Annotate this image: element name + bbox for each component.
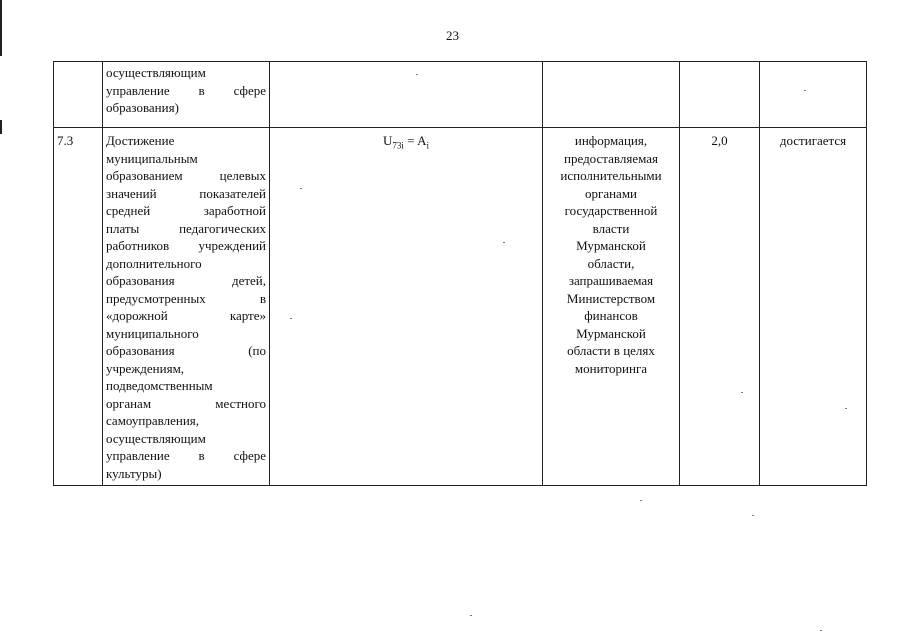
name-line: культуры) — [106, 465, 162, 481]
name-line: управление в сфере — [106, 82, 266, 98]
name-line: «дорожной карте» — [106, 308, 266, 323]
page-number: 23 — [446, 28, 459, 43]
formula-operator: = — [407, 133, 415, 148]
name-line: управление в сфере — [106, 448, 266, 463]
name-line: осуществляющим — [106, 65, 206, 80]
source-line: области, — [587, 255, 635, 271]
scan-edge-mark-top — [0, 0, 2, 56]
name-line: образования) — [106, 100, 179, 115]
scan-speck — [752, 515, 754, 516]
name-line: работников учреждений — [106, 238, 266, 253]
cell-formula — [270, 62, 543, 128]
cell-value — [680, 62, 760, 128]
source-line: информация, — [574, 133, 648, 148]
source-line: исполнительными — [560, 168, 662, 183]
scan-speck — [640, 500, 642, 501]
formula-lhs-subscript: 73i — [392, 140, 404, 151]
name-line: образования (по — [106, 343, 266, 358]
scan-speck — [290, 318, 292, 319]
name-line: учреждениям, — [106, 360, 185, 376]
cell-formula — [270, 128, 543, 486]
cell-indicator-name — [103, 62, 270, 128]
source-line: области в целях — [567, 343, 655, 358]
cell-number: 7.3 — [54, 128, 103, 486]
source-line: органами — [584, 185, 637, 201]
scan-speck — [741, 392, 743, 393]
scan-speck — [845, 408, 847, 409]
cell-number — [54, 62, 103, 128]
scan-speck — [416, 74, 418, 75]
formula-rhs: A — [417, 133, 427, 148]
name-line: подведомственным — [106, 378, 213, 393]
cell-source — [543, 128, 680, 486]
name-line: образования детей, — [106, 273, 266, 288]
scan-speck — [300, 188, 302, 189]
name-line: предусмотренных в — [106, 290, 266, 306]
table-row-continuation — [54, 62, 867, 128]
source-line: запрашиваемая — [568, 273, 654, 288]
scan-speck — [820, 630, 822, 631]
scan-speck — [470, 615, 472, 616]
indicator-table — [53, 61, 867, 486]
name-line: средней заработной — [106, 203, 266, 218]
scan-speck — [503, 242, 505, 243]
formula-rhs-subscript: i — [426, 140, 429, 151]
name-line: муниципального — [106, 325, 199, 341]
name-line: муниципальным — [106, 150, 198, 166]
source-line: мониторинга — [574, 360, 648, 376]
source-line: предоставляемая — [564, 150, 658, 166]
source-line: Мурманской — [576, 238, 646, 253]
name-line: органам местного — [106, 395, 266, 411]
source-line: финансов — [584, 308, 638, 323]
name-line: осуществляющим — [106, 430, 206, 446]
name-line: Достижение — [106, 133, 175, 148]
name-line: самоуправления, — [106, 413, 200, 428]
formula — [383, 133, 429, 151]
name-line: значений показателей — [106, 185, 266, 201]
formula-lhs: U — [383, 133, 393, 148]
cell-status: достигается — [760, 128, 867, 486]
cell-value: 2,0 — [680, 128, 760, 486]
table-row-7-3 — [54, 128, 867, 486]
name-line: дополнительного — [106, 255, 202, 271]
scan-edge-mark-side — [0, 120, 2, 134]
source-line: власти — [592, 220, 630, 236]
name-line: платы педагогических — [106, 220, 266, 236]
cell-indicator-name — [103, 128, 270, 486]
source-line: государственной — [564, 203, 658, 218]
cell-source — [543, 62, 680, 128]
name-line: образованием целевых — [106, 168, 266, 183]
cell-status — [760, 62, 867, 128]
source-line: Министерством — [566, 290, 656, 306]
scan-speck — [804, 90, 806, 91]
source-line: Мурманской — [576, 325, 646, 341]
